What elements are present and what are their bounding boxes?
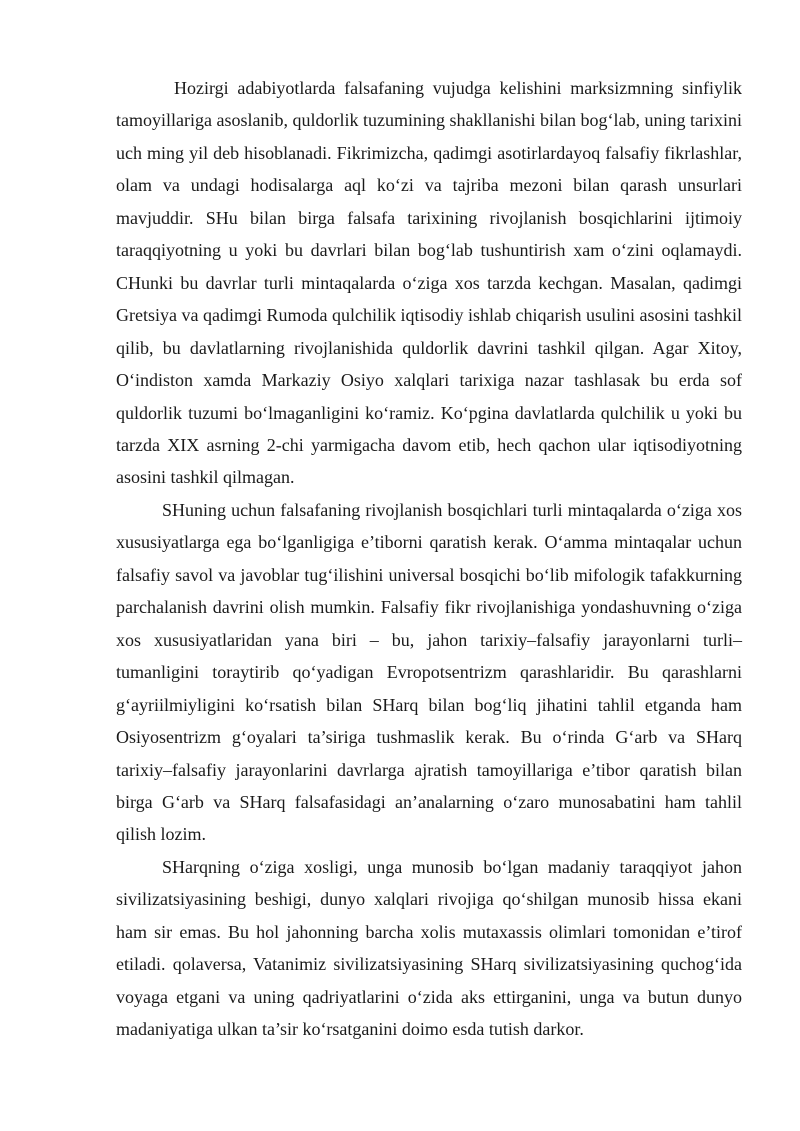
- paragraph: SHarqning o‘ziga xosligi, unga munosib bo‘lgan madaniy taraqqiyot jahon sivilizatsiyasining beshigi, dunyo xalqlari rivojiga qo‘shilgan munosib hissa ekani ham sir emas. Bu hol jahonning barcha xolis mutaxassis olimlari tomonidan e’tirof etiladi. qolaversa, Vatanimiz sivilizatsiyasining SHarq sivilizatsiyasining quchog‘ida voyaga etgani va uning qadriyatlarini o‘zida aks ettirganini, unga va butun dunyo madaniyatiga ulkan ta’sir ko‘rsatganini doimo esda tutish darkor.: [116, 856, 742, 1040]
- paragraph: Hozirgi adabiyotlarda falsafaning vujudga kelishini marksizmning sinfiylik tamoyillariga asoslanib, quldorlik tuzumining shakllanishi bilan bog‘lab, uning tarixini uch ming yil deb hisoblanadi. Fikrimizcha, qadimgi asotirlardayoq falsafiy fikrlashlar, olam va undagi hodisalarga aql ko‘zi va tajriba mezoni bilan qarash unsurlari mavjuddir. SHu bilan birga falsafa tarixining rivojlanish bosqichlarini ijtimoiy taraqqiyotning u yoki bu davrlari bilan bog‘lab tushuntirish xam o‘zini oqlamaydi. CHunki bu davrlar turli mintaqalarda o‘ziga xos tarzda kechgan. Masalan, qadimgi Gretsiya va qadimgi Rumoda qulchilik iqtisodiy ishlab chiqarish usulini asosini tashkil qilib, bu davlatlarning rivojlanishida quldorlik davrini tashkil qilgan. Agar Xitoy, O‘indiston xamda Markaziy Osiyo xalqlari tarixiga nazar tashlasak bu erda sof quldorlik tuzumi bo‘lmaganligini ko‘ramiz. Ko‘pgina davlatlarda qulchilik u yoki bu tarzda XIX asrning 2-chi yarmigacha davom etib, hech qachon ular iqtisodiyotning asosini tashkil qilmagan.: [116, 78, 742, 488]
- paragraph: SHuning uchun falsafaning rivojlanish bosqichlari turli mintaqalarda o‘ziga xos xususiyatlarga ega bo‘lganligiga e’tiborni qaratish kerak. O‘amma mintaqalar uchun falsafiy savol va javoblar tug‘ilishini universal bosqichi bo‘lib mifologik tafakkurning parchalanish davrini olish mumkin. Falsafiy fikr rivojlanishiga yondashuvning o‘ziga xos xususiyatlaridan yana biri – bu, jahon tarixiy–falsafiy jarayonlarni turli–tumanligini toraytirib qo‘yadigan Evropotsentrizm qarashlaridir. Bu qarashlarni g‘ayriilmiyligini ko‘rsatish bilan SHarq bilan bog‘liq jihatini tahlil etganda ham Osiyosentrizm g‘oyalari ta’siriga tushmaslik kerak. Bu o‘rinda G‘arb va SHarq tarixiy–falsafiy jarayonlarini davrlarga ajratish tamoyillariga e’tibor qaratish bilan birga G‘arb va SHarq falsafasidagi an’analarning o‘zaro munosabatini ham tahlil qilish lozim.: [116, 499, 742, 845]
- body-text: [116, 72, 742, 1046]
